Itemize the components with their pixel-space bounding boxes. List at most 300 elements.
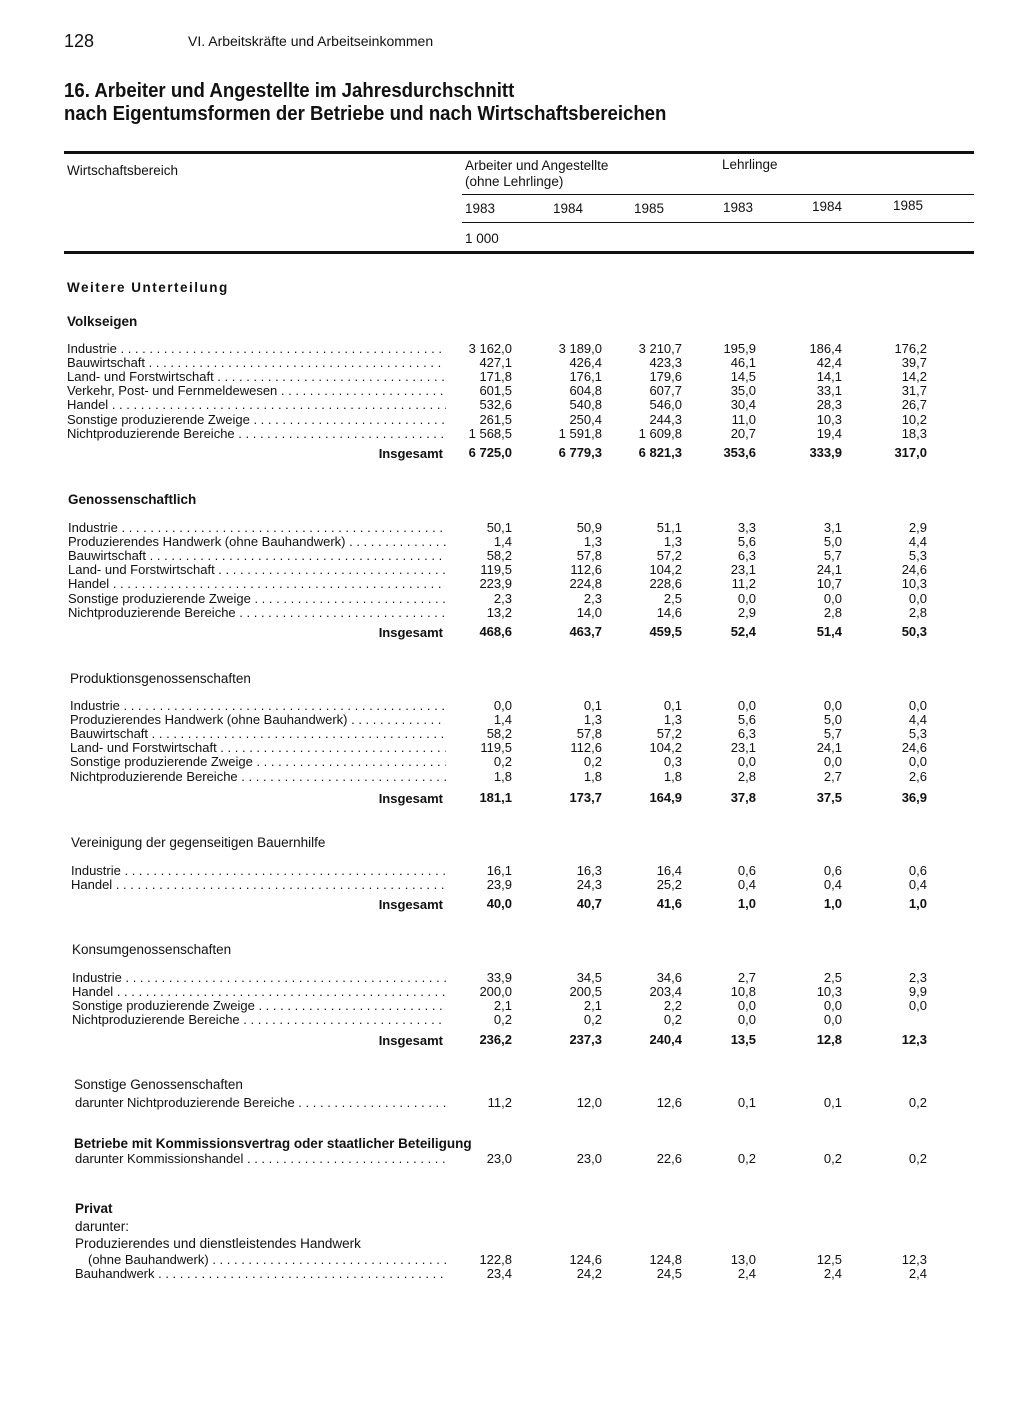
value-cell: 2,3 xyxy=(493,591,512,606)
table-row xyxy=(0,549,1024,563)
year-header: 1984 xyxy=(553,201,584,216)
value-cell: 124,8 xyxy=(649,1252,682,1267)
value-cell: 112,6 xyxy=(570,562,602,577)
group-header-workers-line-2: (ohne Lehrlinge) xyxy=(465,174,564,189)
value-cell: 0,0 xyxy=(823,591,842,606)
value-cell: 0,2 xyxy=(908,1095,927,1110)
table-row xyxy=(0,770,1024,784)
value-cell: 200,5 xyxy=(569,984,602,999)
value-cell: 33,9 xyxy=(486,970,512,985)
table-row xyxy=(0,1267,1024,1281)
table-row xyxy=(0,398,1024,412)
value-cell: 0,0 xyxy=(908,998,927,1013)
value-cell: 18,3 xyxy=(901,426,927,441)
value-cell: 14,1 xyxy=(816,369,842,384)
value-cell: 0,1 xyxy=(823,1095,842,1110)
value-cell: 22,6 xyxy=(656,1151,682,1166)
value-cell: 12,0 xyxy=(576,1095,602,1110)
table-row xyxy=(0,370,1024,384)
value-cell: 42,4 xyxy=(816,355,842,370)
row-label-line: Produzierendes und dienstleistendes Handwerk xyxy=(75,1236,361,1251)
year-header: 1983 xyxy=(465,201,496,216)
value-cell: 14,6 xyxy=(656,605,682,620)
value-cell: 181,1 xyxy=(479,790,512,805)
value-cell: 2,4 xyxy=(908,1266,927,1281)
value-cell: 0,0 xyxy=(908,698,927,713)
value-cell: 2,3 xyxy=(583,591,602,606)
value-cell: 10,3 xyxy=(901,576,927,591)
value-cell: 50,9 xyxy=(576,520,602,535)
row-label: Handel . . . xyxy=(71,878,446,892)
value-cell: 35,0 xyxy=(730,383,756,398)
total-label: Insgesamt xyxy=(378,897,443,912)
value-cell: 1,0 xyxy=(908,896,927,911)
value-cell: 200,0 xyxy=(479,984,512,999)
value-cell: 57,2 xyxy=(656,726,682,741)
value-cell: 23,0 xyxy=(576,1151,602,1166)
row-label: Bauwirtschaft . . . xyxy=(68,549,446,563)
value-cell: 10,3 xyxy=(816,412,842,427)
value-cell: 2,1 xyxy=(493,998,512,1013)
value-cell: 16,4 xyxy=(656,863,682,878)
value-cell: 13,2 xyxy=(486,605,512,620)
table-row xyxy=(0,342,1024,356)
value-cell: 223,9 xyxy=(479,576,512,591)
value-cell: 0,2 xyxy=(583,1012,602,1027)
value-cell: 23,1 xyxy=(730,562,756,577)
value-cell: 26,7 xyxy=(901,397,927,412)
total-row xyxy=(0,1033,1024,1047)
value-cell: 25,2 xyxy=(656,877,682,892)
year-header: 1985 xyxy=(893,198,924,213)
value-cell: 1,4 xyxy=(493,712,512,727)
value-cell: 0,2 xyxy=(908,1151,927,1166)
value-cell: 5,7 xyxy=(823,726,842,741)
value-cell: 24,2 xyxy=(576,1266,602,1281)
value-cell: 0,2 xyxy=(737,1151,756,1166)
value-cell: 37,8 xyxy=(730,790,756,805)
value-cell: 58,2 xyxy=(486,548,512,563)
value-cell: 6 821,3 xyxy=(638,445,682,460)
table-row xyxy=(0,413,1024,427)
value-cell: 546,0 xyxy=(649,397,682,412)
value-cell: 2,9 xyxy=(737,605,756,620)
value-cell: 195,9 xyxy=(723,341,756,356)
row-label: Bauwirtschaft . . . xyxy=(70,727,446,741)
value-cell: 50,1 xyxy=(486,520,512,535)
value-cell: 2,3 xyxy=(908,970,927,985)
value-cell: 0,2 xyxy=(823,1151,842,1166)
row-label: Sonstige produzierende Zweige . . . xyxy=(67,413,446,427)
value-cell: 1,0 xyxy=(737,896,756,911)
value-cell: 10,8 xyxy=(730,984,756,999)
value-cell: 34,5 xyxy=(576,970,602,985)
value-cell: 0,2 xyxy=(493,1012,512,1027)
value-cell: 52,4 xyxy=(730,624,756,639)
value-cell: 0,0 xyxy=(908,754,927,769)
row-label: Industrie . . . xyxy=(68,521,446,535)
value-cell: 9,9 xyxy=(908,984,927,999)
value-cell: 3 210,7 xyxy=(638,341,682,356)
row-label: Nichtproduzierende Bereiche . . . xyxy=(70,770,446,784)
value-cell: 0,0 xyxy=(737,591,756,606)
value-cell: 1,4 xyxy=(493,534,512,549)
value-cell: 228,6 xyxy=(649,576,682,591)
table-row xyxy=(0,606,1024,620)
value-cell: 13,0 xyxy=(730,1252,756,1267)
value-cell: 40,0 xyxy=(486,896,512,911)
value-cell: 46,1 xyxy=(730,355,756,370)
value-cell: 0,0 xyxy=(493,698,512,713)
table-row xyxy=(0,699,1024,713)
value-cell: 1 609,8 xyxy=(638,426,682,441)
row-label: Land- und Forstwirtschaft . . . xyxy=(70,741,446,755)
value-cell: 51,1 xyxy=(656,520,682,535)
row-label: Nichtproduzierende Bereiche . . . xyxy=(72,1013,446,1027)
value-cell: 2,9 xyxy=(908,520,927,535)
value-cell: 3,1 xyxy=(823,520,842,535)
table-title-line-1: 16. Arbeiter und Angestellte im Jahresdurchschnitt xyxy=(64,80,515,102)
value-cell: 173,7 xyxy=(569,790,602,805)
table-row xyxy=(0,971,1024,985)
value-cell: 4,4 xyxy=(908,534,927,549)
value-cell: 57,2 xyxy=(656,548,682,563)
value-cell: 317,0 xyxy=(894,445,927,460)
table-row xyxy=(0,356,1024,370)
value-cell: 122,8 xyxy=(479,1252,512,1267)
total-label: Insgesamt xyxy=(378,1033,443,1048)
row-label: Nichtproduzierende Bereiche . . . xyxy=(68,606,446,620)
value-cell: 11,0 xyxy=(731,412,756,427)
value-cell: 0,0 xyxy=(737,1012,756,1027)
group-subtitle: darunter: xyxy=(75,1219,130,1234)
value-cell: 1,8 xyxy=(583,769,602,784)
page-number: 128 xyxy=(64,31,95,51)
total-row xyxy=(0,446,1024,460)
table-row xyxy=(0,741,1024,755)
value-cell: 14,0 xyxy=(576,605,602,620)
table-row xyxy=(0,384,1024,398)
value-cell: 532,6 xyxy=(479,397,512,412)
group-title: Genossenschaftlich xyxy=(68,492,197,507)
row-label: Industrie . . . xyxy=(67,342,446,356)
value-cell: 164,9 xyxy=(649,790,682,805)
group-title: Produktionsgenossenschaften xyxy=(70,671,251,686)
value-cell: 23,9 xyxy=(486,877,512,892)
value-cell: 176,2 xyxy=(894,341,927,356)
group-title: Vereinigung der gegenseitigen Bauernhilfe xyxy=(71,835,326,850)
value-cell: 0,0 xyxy=(823,754,842,769)
running-head: VI. Arbeitskräfte und Arbeitseinkommen xyxy=(188,33,434,49)
value-cell: 203,4 xyxy=(649,984,682,999)
row-label: Sonstige produzierende Zweige . . . xyxy=(70,755,446,769)
value-cell: 176,1 xyxy=(569,369,602,384)
value-cell: 6,3 xyxy=(737,548,756,563)
value-cell: 24,6 xyxy=(901,740,927,755)
value-cell: 119,5 xyxy=(480,562,512,577)
unit-label: 1 000 xyxy=(465,231,499,246)
value-cell: 11,2 xyxy=(731,576,756,591)
value-cell: 240,4 xyxy=(649,1032,682,1047)
value-cell: 607,7 xyxy=(649,383,682,398)
row-label: darunter Kommissionshandel . . . xyxy=(75,1152,446,1166)
value-cell: 5,0 xyxy=(823,534,842,549)
value-cell: 0,4 xyxy=(823,877,842,892)
value-cell: 57,8 xyxy=(576,726,602,741)
value-cell: 124,6 xyxy=(569,1252,602,1267)
header-year-rule xyxy=(462,222,974,223)
value-cell: 423,3 xyxy=(649,355,682,370)
value-cell: 1,8 xyxy=(663,769,682,784)
value-cell: 1,3 xyxy=(583,534,602,549)
value-cell: 0,0 xyxy=(737,698,756,713)
value-cell: 34,6 xyxy=(656,970,682,985)
value-cell: 14,5 xyxy=(730,369,756,384)
column-label: Wirtschaftsbereich xyxy=(67,163,179,178)
row-label: Industrie . . . xyxy=(72,971,446,985)
row-label: (ohne Bauhandwerk) . . . xyxy=(88,1253,446,1267)
value-cell: 104,2 xyxy=(649,740,682,755)
value-cell: 0,0 xyxy=(737,998,756,1013)
value-cell: 1,0 xyxy=(823,896,842,911)
table-row xyxy=(0,755,1024,769)
value-cell: 30,4 xyxy=(730,397,756,412)
row-label: Handel . . . xyxy=(68,577,446,591)
value-cell: 2,6 xyxy=(908,769,927,784)
value-cell: 24,3 xyxy=(576,877,602,892)
year-header: 1984 xyxy=(812,199,843,214)
value-cell: 4,4 xyxy=(908,712,927,727)
value-cell: 0,0 xyxy=(908,591,927,606)
value-cell: 2,1 xyxy=(583,998,602,1013)
group-title: Sonstige Genossenschaften xyxy=(74,1077,243,1092)
value-cell: 426,4 xyxy=(569,355,602,370)
total-label: Insgesamt xyxy=(378,791,443,806)
row-label: Sonstige produzierende Zweige . . . xyxy=(72,999,446,1013)
group-header-workers-line-1: Arbeiter und Angestellte xyxy=(465,158,609,173)
value-cell: 5,6 xyxy=(737,712,756,727)
value-cell: 40,7 xyxy=(576,896,602,911)
value-cell: 2,8 xyxy=(908,605,927,620)
header-bottom-rule xyxy=(64,251,974,254)
row-label: Produzierendes Handwerk (ohne Bauhandwerk) . . . xyxy=(70,713,446,727)
value-cell: 353,6 xyxy=(723,445,756,460)
value-cell: 37,5 xyxy=(816,790,842,805)
row-label: Bauhandwerk . . . xyxy=(75,1267,446,1281)
value-cell: 0,0 xyxy=(823,998,842,1013)
value-cell: 5,3 xyxy=(908,548,927,563)
group-title: Konsumgenossenschaften xyxy=(72,942,232,957)
value-cell: 601,5 xyxy=(479,383,512,398)
value-cell: 11,2 xyxy=(487,1095,512,1110)
table-row xyxy=(0,577,1024,591)
table-row xyxy=(0,713,1024,727)
value-cell: 119,5 xyxy=(480,740,512,755)
row-label: Land- und Forstwirtschaft . . . xyxy=(68,563,446,577)
row-label: Handel . . . xyxy=(72,985,446,999)
value-cell: 10,3 xyxy=(816,984,842,999)
total-row xyxy=(0,897,1024,911)
year-header: 1983 xyxy=(723,200,754,215)
value-cell: 0,2 xyxy=(663,1012,682,1027)
group-title: Privat xyxy=(75,1201,113,1216)
section-title: Weitere Unterteilung xyxy=(67,280,229,295)
row-label: Handel . . . xyxy=(67,398,446,412)
table-row xyxy=(0,1152,1024,1166)
value-cell: 1,8 xyxy=(493,769,512,784)
value-cell: 0,0 xyxy=(737,754,756,769)
group-header-workers xyxy=(465,158,608,190)
value-cell: 39,7 xyxy=(901,355,927,370)
value-cell: 179,6 xyxy=(649,369,682,384)
value-cell: 224,8 xyxy=(569,576,602,591)
table-row xyxy=(0,985,1024,999)
value-cell: 0,2 xyxy=(583,754,602,769)
table-row xyxy=(0,427,1024,441)
value-cell: 24,5 xyxy=(656,1266,682,1281)
value-cell: 2,4 xyxy=(737,1266,756,1281)
table-title-line-2: nach Eigentumsformen der Betriebe und nach Wirtschaftsbereichen xyxy=(64,103,667,125)
value-cell: 112,6 xyxy=(570,740,602,755)
total-row xyxy=(0,625,1024,639)
value-cell: 5,6 xyxy=(737,534,756,549)
value-cell: 459,5 xyxy=(649,624,682,639)
value-cell: 28,3 xyxy=(816,397,842,412)
value-cell: 16,3 xyxy=(576,863,602,878)
value-cell: 0,1 xyxy=(583,698,602,713)
value-cell: 6 779,3 xyxy=(558,445,602,460)
table-title xyxy=(64,80,666,126)
value-cell: 1,3 xyxy=(663,712,682,727)
table-row xyxy=(0,1253,1024,1267)
value-cell: 2,7 xyxy=(737,970,756,985)
row-label: Bauwirtschaft . . . xyxy=(67,356,446,370)
row-label: Land- und Forstwirtschaft . . . xyxy=(67,370,446,384)
value-cell: 23,0 xyxy=(486,1151,512,1166)
value-cell: 2,7 xyxy=(823,769,842,784)
value-cell: 1 591,8 xyxy=(558,426,602,441)
value-cell: 19,4 xyxy=(816,426,842,441)
value-cell: 237,3 xyxy=(569,1032,602,1047)
value-cell: 236,2 xyxy=(479,1032,512,1047)
value-cell: 31,7 xyxy=(901,383,927,398)
value-cell: 2,8 xyxy=(737,769,756,784)
value-cell: 3 162,0 xyxy=(468,341,512,356)
value-cell: 1,3 xyxy=(583,712,602,727)
value-cell: 6 725,0 xyxy=(468,445,512,460)
value-cell: 427,1 xyxy=(479,355,512,370)
value-cell: 0,3 xyxy=(663,754,682,769)
table-row xyxy=(0,864,1024,878)
table-row xyxy=(0,1096,1024,1110)
value-cell: 36,9 xyxy=(901,790,927,805)
header-top-rule xyxy=(64,151,974,154)
total-label: Insgesamt xyxy=(378,625,443,640)
value-cell: 2,5 xyxy=(663,591,682,606)
row-label: Produzierendes Handwerk (ohne Bauhandwerk) . . . xyxy=(68,535,446,549)
value-cell: 1,3 xyxy=(663,534,682,549)
value-cell: 16,1 xyxy=(486,863,512,878)
table-row xyxy=(0,563,1024,577)
row-label: Industrie . . . xyxy=(70,699,446,713)
value-cell: 604,8 xyxy=(569,383,602,398)
value-cell: 171,8 xyxy=(479,369,512,384)
value-cell: 0,6 xyxy=(737,863,756,878)
value-cell: 540,8 xyxy=(569,397,602,412)
row-label: Nichtproduzierende Bereiche . . . xyxy=(67,427,446,441)
value-cell: 23,4 xyxy=(486,1266,512,1281)
value-cell: 12,5 xyxy=(816,1252,842,1267)
value-cell: 33,1 xyxy=(816,383,842,398)
value-cell: 58,2 xyxy=(486,726,512,741)
value-cell: 186,4 xyxy=(809,341,842,356)
value-cell: 12,6 xyxy=(656,1095,682,1110)
value-cell: 468,6 xyxy=(479,624,512,639)
year-header: 1985 xyxy=(634,201,665,216)
row-label: Verkehr, Post- und Fernmeldewesen . . . xyxy=(67,384,446,398)
value-cell: 24,6 xyxy=(901,562,927,577)
group-title: Betriebe mit Kommissionsvertrag oder staatlicher Beteiligung xyxy=(74,1136,472,1151)
table-row xyxy=(0,521,1024,535)
value-cell: 333,9 xyxy=(809,445,842,460)
value-cell: 3 189,0 xyxy=(558,341,602,356)
total-row xyxy=(0,791,1024,805)
value-cell: 5,3 xyxy=(908,726,927,741)
value-cell: 0,6 xyxy=(823,863,842,878)
value-cell: 24,1 xyxy=(816,740,842,755)
value-cell: 23,1 xyxy=(730,740,756,755)
value-cell: 463,7 xyxy=(569,624,602,639)
value-cell: 0,1 xyxy=(737,1095,756,1110)
value-cell: 10,7 xyxy=(816,576,842,591)
value-cell: 24,1 xyxy=(816,562,842,577)
value-cell: 261,5 xyxy=(479,412,512,427)
value-cell: 13,5 xyxy=(730,1032,756,1047)
header-mid-rule xyxy=(462,194,974,195)
table-row xyxy=(0,592,1024,606)
table-row xyxy=(0,878,1024,892)
value-cell: 244,3 xyxy=(649,412,682,427)
value-cell: 0,4 xyxy=(908,877,927,892)
row-label: darunter Nichtproduzierende Bereiche . . . xyxy=(75,1096,446,1110)
table-row xyxy=(0,535,1024,549)
value-cell: 10,2 xyxy=(901,412,927,427)
table-row xyxy=(0,727,1024,741)
group-header-apprentices: Lehrlinge xyxy=(722,157,778,172)
value-cell: 0,2 xyxy=(493,754,512,769)
value-cell: 14,2 xyxy=(901,369,927,384)
value-cell: 51,4 xyxy=(816,624,842,639)
value-cell: 250,4 xyxy=(569,412,602,427)
value-cell: 50,3 xyxy=(901,624,927,639)
value-cell: 2,5 xyxy=(823,970,842,985)
value-cell: 20,7 xyxy=(730,426,756,441)
value-cell: 12,3 xyxy=(901,1252,927,1267)
value-cell: 0,6 xyxy=(908,863,927,878)
value-cell: 104,2 xyxy=(649,562,682,577)
value-cell: 0,0 xyxy=(823,698,842,713)
value-cell: 2,2 xyxy=(663,998,682,1013)
value-cell: 2,4 xyxy=(823,1266,842,1281)
value-cell: 41,6 xyxy=(656,896,682,911)
table-row xyxy=(0,1013,1024,1027)
total-label: Insgesamt xyxy=(378,446,443,461)
value-cell: 57,8 xyxy=(576,548,602,563)
value-cell: 0,0 xyxy=(823,1012,842,1027)
value-cell: 5,0 xyxy=(823,712,842,727)
value-cell: 5,7 xyxy=(823,548,842,563)
value-cell: 2,8 xyxy=(823,605,842,620)
